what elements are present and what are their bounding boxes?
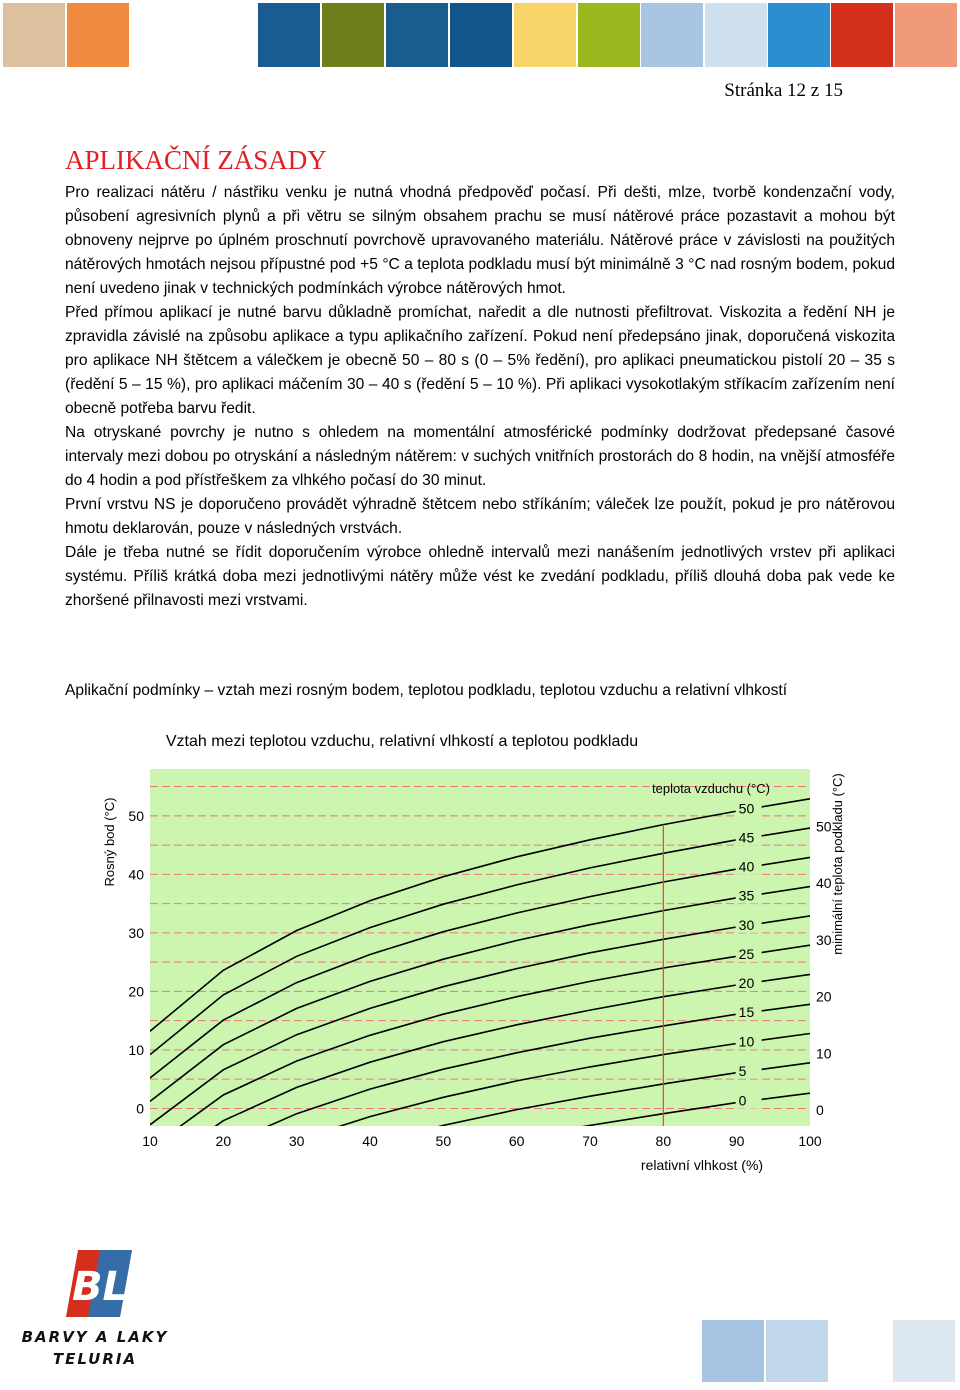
series-label-45: 45 (738, 829, 755, 846)
swatch (768, 3, 830, 67)
x-tick-label: 90 (728, 1133, 745, 1149)
swatch (258, 3, 320, 67)
series-label-5: 5 (738, 1062, 747, 1079)
y-right-tick-label: 30 (816, 931, 832, 948)
header-color-bar (0, 3, 960, 67)
swatch (831, 3, 893, 67)
chart-caption: Aplikační podmínky – vztah mezi rosným bodem, teplotou podkladu, teplotou vzduchu a relativní vlhkostí (65, 682, 788, 699)
x-tick-label: 30 (288, 1133, 305, 1149)
swatch (702, 1320, 764, 1382)
logo-mark: BL (72, 1264, 128, 1310)
swatch (578, 3, 640, 67)
y-tick-label: 40 (128, 866, 144, 883)
logo-line-2: TELURIA (52, 1350, 138, 1368)
paragraph: Dále je třeba nutné se řídit doporučením výrobce ohledně intervalů mezi nanášením jednotlivých vrstev při aplikaci systému. Příliš krátká doba mezi jednotlivými nátěry může vést ke zvedání podkladu, příliš dlouhá doba pak vede ke zhoršené přilnavosti mezi vrstvami. (65, 544, 895, 609)
plot-area (150, 769, 810, 1126)
y-tick-label: 20 (128, 983, 144, 1000)
section-body (65, 181, 895, 613)
swatch (386, 3, 448, 67)
series-label-20: 20 (738, 974, 755, 991)
y-axis-label-right: minimální teplota podkladu (°C) (830, 773, 845, 955)
x-tick-label: 40 (362, 1133, 378, 1149)
y-right-tick-label: 50 (816, 818, 832, 835)
swatch (641, 3, 703, 67)
paragraph: Pro realizaci nátěru / nástřiku venku je nutná vhodná předpověď počasí. Při dešti, mlze, tvorbě kondenzační vody, působení agresivních plynů a při větru se silným obsahem prachu se musí nátěrové práce pozastavit a mohou být obnoveny nejprve po úplném proschnutí povrchově upravovaného materiálu. Nátěrové práce v závislosti na použitých nátěrových hmotách nejsou přípustné pod +5 °C a teplota podkladu musí být minimálně 3 °C nad rosným bodem, pokud není uvedeno jinak v technických podmínkách výrobce nátěrových hmot. (65, 184, 895, 297)
x-tick-label: 70 (582, 1133, 598, 1149)
dew-point-chart (90, 724, 870, 1184)
y-axis-label-left: Rosný bod (°C) (102, 797, 117, 887)
swatch (893, 1320, 955, 1382)
y-tick-label: 0 (136, 1100, 144, 1117)
swatch (3, 3, 65, 67)
y-right-tick-label: 20 (816, 988, 832, 1005)
y-right-tick-label: 10 (816, 1045, 832, 1062)
swatch (766, 1320, 828, 1382)
series-label-25: 25 (738, 946, 755, 963)
paragraph: Na otryskané povrchy je nutno s ohledem na momentální atmosférické podmínky dodržovat předepsané časové intervaly mezi dobou po otryskání a následným nátěrem: v suchých vnitřních prostorách do 8 hodin, na vnější atmosféře do 4 hodin a pod přístřeškem za vlhkého počasí do 30 minut. (65, 424, 895, 489)
x-tick-label: 20 (215, 1133, 232, 1149)
series-label-35: 35 (738, 887, 755, 904)
series-label-50: 50 (738, 800, 755, 817)
company-logo (20, 1245, 170, 1325)
page-number: Stránka 12 z 15 (724, 80, 843, 101)
swatch (322, 3, 384, 67)
x-axis-label: relativní vlhkost (%) (640, 1157, 764, 1173)
x-tick-label: 100 (798, 1133, 822, 1149)
series-label-15: 15 (738, 1004, 755, 1021)
x-tick-label: 50 (435, 1133, 452, 1149)
swatch (67, 3, 129, 67)
series-label-40: 40 (738, 858, 755, 875)
series-label-30: 30 (738, 916, 755, 933)
paragraph: Před přímou aplikací je nutné barvu důkladně promíchat, naředit a dle nutnosti přefiltrovat. Viskozita a ředění NH je zpravidla závislé na způsobu aplikace a typu aplikačního zařízení. Pokud není předepsáno jinak, doporučená viskozita pro aplikace NH štětcem a válečkem je obecně 50 – 80 s (0 – 5% ředění), pro aplikaci pneumatickou pistolí 20 – 35 s (ředění 5 – 15 %), pro aplikaci máčením 30 – 40 s (ředění 5 – 10 %). Při aplikaci vysokotlakým stříkacím zařízením není obecně potřeba barvu ředit. (65, 304, 895, 417)
section-title: APLIKAČNÍ ZÁSADY (65, 145, 327, 175)
x-tick-label: 60 (508, 1133, 525, 1149)
series-label-0: 0 (738, 1092, 747, 1109)
swatch (514, 3, 576, 67)
y-tick-label: 10 (128, 1041, 144, 1058)
paragraph: První vrstvu NS je doporučeno provádět výhradně štětcem nebo stříkáním; váleček lze použít, pokud je pro nátěrovou hmotu deklarován, pouze v následných vrstvách. (65, 496, 895, 537)
swatch (450, 3, 512, 67)
series-label-10: 10 (738, 1033, 755, 1050)
swatch (895, 3, 957, 67)
y-tick-label: 30 (128, 924, 144, 941)
y-right-tick-label: 40 (816, 875, 832, 892)
swatch (705, 3, 767, 67)
legend-title: teplota vzduchu (°C) (652, 781, 770, 796)
chart-title: Vztah mezi teplotou vzduchu, relativní vlhkostí a teplotou podkladu (165, 733, 639, 750)
x-tick-label: 80 (655, 1133, 672, 1149)
x-tick-label: 10 (142, 1133, 158, 1149)
y-right-tick-label: 0 (816, 1102, 824, 1118)
logo-line-1: BARVY A LAKY (21, 1328, 169, 1346)
y-tick-label: 50 (128, 807, 144, 824)
